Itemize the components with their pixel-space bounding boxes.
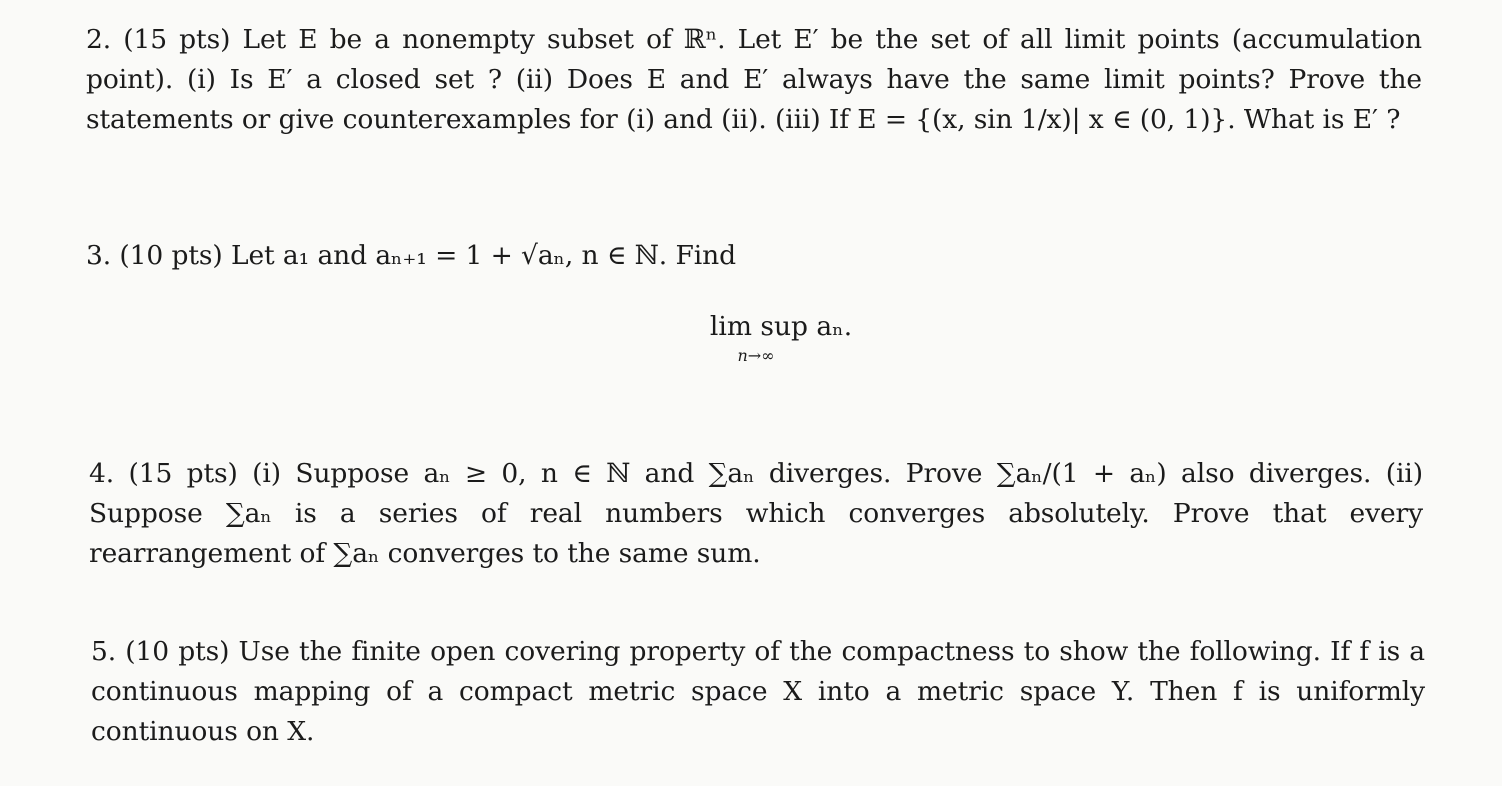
problem-5-text: 5. (10 pts) Use the finite open covering property of the compactness to show the following. If f is a continuous mapping of a compact metric space X into a metric space Y. Then f is uniformly continuous on X. (91, 636, 1425, 747)
problem-3-limsup-display (0, 311, 1502, 368)
problem-3-text: 3. (10 pts) Let a₁ and aₙ₊₁ = 1 + √aₙ, n ∈ ℕ. Find (86, 240, 736, 271)
limsup-subscript: n→∞ (737, 346, 775, 365)
problem-4 (89, 454, 1423, 574)
problem-2-text: 2. (15 pts) Let E be a nonempty subset of ℝⁿ. Let E′ be the set of all limit points (accumulation point). (i) Is E′ a closed set ? (ii) Does E and E′ always have the same limit points? Prove the statements or give counterexamples for (i) and (ii). (iii) If E = {(x, sin 1/x)| x ∈ (0, 1)}. What is E′ ? (86, 24, 1422, 135)
problem-2 (86, 20, 1422, 140)
problem-5 (91, 632, 1425, 752)
problem-4-text: 4. (15 pts) (i) Suppose aₙ ≥ 0, n ∈ ℕ and ∑aₙ diverges. Prove ∑aₙ/(1 + aₙ) also diverges. (ii) Suppose ∑aₙ is a series of real numbers which converges absolutely. Prove that every rearrangement of ∑aₙ converges to the same sum. (89, 458, 1423, 569)
problem-3 (86, 236, 1422, 276)
limsup-expression: lim sup aₙ. (709, 311, 853, 342)
